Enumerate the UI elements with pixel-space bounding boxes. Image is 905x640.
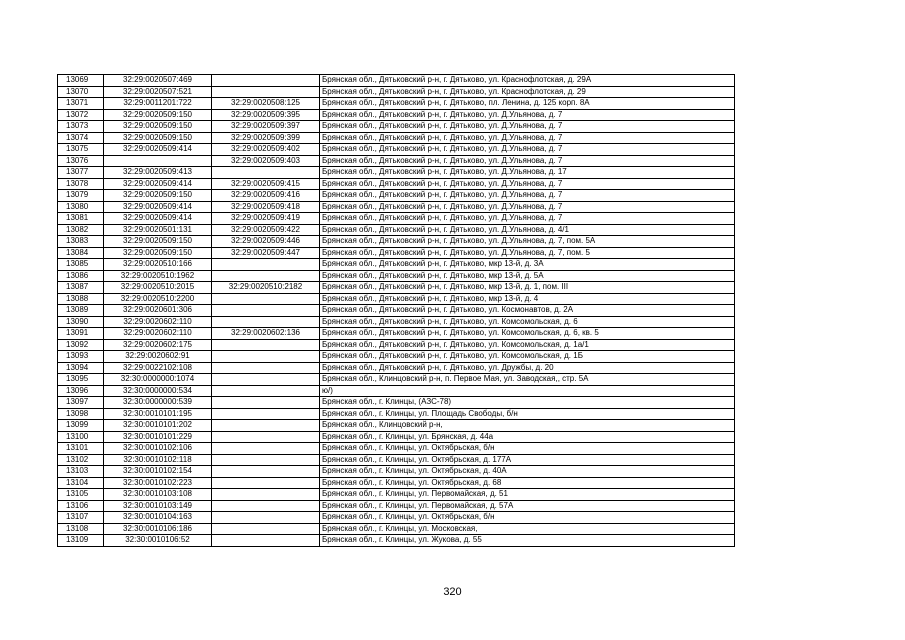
cadastral-number-cell: 32:29:0020509:150 [104, 247, 212, 259]
table-row [58, 213, 735, 225]
row-number-cell: 13100 [58, 431, 104, 443]
row-number-cell: 13102 [58, 454, 104, 466]
address-cell: ю/) [320, 385, 735, 397]
cadastral-number-cell: 32:29:0020509:150 [104, 132, 212, 144]
cadastral-number-cell: 32:29:0020501:131 [104, 224, 212, 236]
cadastral-number-cell: 32:29:0020602:110 [104, 328, 212, 340]
row-number-cell: 13083 [58, 236, 104, 248]
related-cadastral-number-cell [212, 86, 320, 98]
address-cell: Брянская обл., Дятьковский р-н, г. Дятьково, ул. Космонавтов, д. 2А [320, 305, 735, 317]
related-cadastral-number-cell: 32:29:0020509:416 [212, 190, 320, 202]
related-cadastral-number-cell [212, 477, 320, 489]
cadastral-number-cell: 32:29:0020602:91 [104, 351, 212, 363]
row-number-cell: 13071 [58, 98, 104, 110]
row-number-cell: 13088 [58, 293, 104, 305]
cadastral-number-cell: 32:30:0010102:106 [104, 443, 212, 455]
cadastral-number-cell: 32:29:0020602:175 [104, 339, 212, 351]
registry-table-body [58, 75, 735, 547]
related-cadastral-number-cell: 32:29:0020508:125 [212, 98, 320, 110]
related-cadastral-number-cell [212, 431, 320, 443]
table-row [58, 535, 735, 547]
address-cell: Брянская обл., г. Клинцы, (АЗС-78) [320, 397, 735, 409]
table-row [58, 489, 735, 501]
cadastral-number-cell: 32:30:0010101:229 [104, 431, 212, 443]
table-row [58, 132, 735, 144]
address-cell: Брянская обл., Дятьковский р-н, г. Дятьково, ул. Комсомольская, д. 6 [320, 316, 735, 328]
property-registry-table [57, 74, 735, 547]
address-cell: Брянская обл., Дятьковский р-н, г. Дятьково, ул. Д.Ульянова, д. 7, пом. 5 [320, 247, 735, 259]
address-cell: Брянская обл., Дятьковский р-н, г. Дятьково, ул. Д.Ульянова, д. 7 [320, 190, 735, 202]
related-cadastral-number-cell: 32:29:0020509:395 [212, 109, 320, 121]
row-number-cell: 13076 [58, 155, 104, 167]
cadastral-number-cell: 32:29:0020510:1962 [104, 270, 212, 282]
table-row [58, 75, 735, 87]
table-row [58, 293, 735, 305]
row-number-cell: 13085 [58, 259, 104, 271]
address-cell: Брянская обл., Дятьковский р-н, г. Дятьково, мкр 13-й, д. 5А [320, 270, 735, 282]
address-cell: Брянская обл., г. Клинцы, ул. Октябрьская, б/н [320, 512, 735, 524]
related-cadastral-number-cell: 32:29:0020510:2182 [212, 282, 320, 294]
address-cell: Брянская обл., г. Клинцы, ул. Московская, [320, 523, 735, 535]
address-cell: Брянская обл., Дятьковский р-н, г. Дятьково, ул. Д.Ульянова, д. 7 [320, 213, 735, 225]
related-cadastral-number-cell [212, 259, 320, 271]
table-row [58, 121, 735, 133]
address-cell: Брянская обл., Дятьковский р-н, г. Дятьково, мкр 13-й, д. 4 [320, 293, 735, 305]
table-row [58, 385, 735, 397]
address-cell: Брянская обл., Дятьковский р-н, г. Дятьково, ул. Д.Ульянова, д. 7 [320, 178, 735, 190]
row-number-cell: 13099 [58, 420, 104, 432]
cadastral-number-cell: 32:29:0020509:414 [104, 144, 212, 156]
table-row [58, 86, 735, 98]
row-number-cell: 13078 [58, 178, 104, 190]
row-number-cell: 13097 [58, 397, 104, 409]
related-cadastral-number-cell [212, 270, 320, 282]
address-cell: Брянская обл., Дятьковский р-н, г. Дятьково, пл. Ленина, д. 125 корп. 8А [320, 98, 735, 110]
cadastral-number-cell: 32:29:0011201:722 [104, 98, 212, 110]
row-number-cell: 13094 [58, 362, 104, 374]
cadastral-number-cell: 32:30:0010102:154 [104, 466, 212, 478]
related-cadastral-number-cell: 32:29:0020509:419 [212, 213, 320, 225]
related-cadastral-number-cell: 32:29:0020509:415 [212, 178, 320, 190]
address-cell: Брянская обл., Дятьковский р-н, г. Дятьково, ул. Д.Ульянова, д. 7 [320, 144, 735, 156]
cadastral-number-cell: 32:29:0020509:414 [104, 178, 212, 190]
table-row [58, 224, 735, 236]
table-row [58, 431, 735, 443]
row-number-cell: 13087 [58, 282, 104, 294]
table-row [58, 500, 735, 512]
address-cell: Брянская обл., г. Клинцы, ул. Октябрьская, д. 177А [320, 454, 735, 466]
related-cadastral-number-cell [212, 316, 320, 328]
address-cell: Брянская обл., Дятьковский р-н, г. Дятьково, ул. Краснофлотская, д. 29 [320, 86, 735, 98]
table-row [58, 374, 735, 386]
table-row [58, 523, 735, 535]
table-row [58, 98, 735, 110]
page-number: 320 [443, 586, 462, 598]
address-cell: Брянская обл., г. Клинцы, ул. Октябрьская, д. 68 [320, 477, 735, 489]
related-cadastral-number-cell: 32:29:0020509:399 [212, 132, 320, 144]
cadastral-number-cell: 32:30:0010106:186 [104, 523, 212, 535]
related-cadastral-number-cell [212, 454, 320, 466]
cadastral-number-cell: 32:29:0020509:413 [104, 167, 212, 179]
address-cell: Брянская обл., Дятьковский р-н, г. Дятьково, ул. Д.Ульянова, д. 17 [320, 167, 735, 179]
address-cell: Брянская обл., Дятьковский р-н, г. Дятьково, ул. Дружбы, д. 20 [320, 362, 735, 374]
related-cadastral-number-cell [212, 466, 320, 478]
row-number-cell: 13082 [58, 224, 104, 236]
cadastral-number-cell: 32:30:0010101:202 [104, 420, 212, 432]
row-number-cell: 13106 [58, 500, 104, 512]
row-number-cell: 13096 [58, 385, 104, 397]
address-cell: Брянская обл., Дятьковский р-н, г. Дятьково, ул. Д.Ульянова, д. 7 [320, 109, 735, 121]
related-cadastral-number-cell [212, 374, 320, 386]
table-row [58, 178, 735, 190]
row-number-cell: 13070 [58, 86, 104, 98]
address-cell: Брянская обл., Дятьковский р-н, г. Дятьково, ул. Д.Ульянова, д. 7, пом. 5А [320, 236, 735, 248]
address-cell: Брянская обл., Дятьковский р-н, г. Дятьково, ул. Комсомольская, д. 1а/1 [320, 339, 735, 351]
row-number-cell: 13090 [58, 316, 104, 328]
address-cell: Брянская обл., Дятьковский р-н, г. Дятьково, ул. Д.Ульянова, д. 7 [320, 121, 735, 133]
address-cell: Брянская обл., Дятьковский р-н, г. Дятьково, мкр 13-й, д. 1, пом. III [320, 282, 735, 294]
cadastral-number-cell: 32:30:0010101:195 [104, 408, 212, 420]
address-cell: Брянская обл., Клинцовский р-н, [320, 420, 735, 432]
row-number-cell: 13084 [58, 247, 104, 259]
address-cell: Брянская обл., г. Клинцы, ул. Площадь Свободы, б/н [320, 408, 735, 420]
table-row [58, 155, 735, 167]
table-row [58, 454, 735, 466]
table-row [58, 351, 735, 363]
cadastral-number-cell: 32:29:0020509:150 [104, 190, 212, 202]
row-number-cell: 13080 [58, 201, 104, 213]
address-cell: Брянская обл., Дятьковский р-н, г. Дятьково, ул. Д.Ульянова, д. 7 [320, 155, 735, 167]
cadastral-number-cell: 32:29:0020507:521 [104, 86, 212, 98]
related-cadastral-number-cell: 32:29:0020509:447 [212, 247, 320, 259]
cadastral-number-cell: 32:30:0010103:149 [104, 500, 212, 512]
row-number-cell: 13086 [58, 270, 104, 282]
row-number-cell: 13098 [58, 408, 104, 420]
table-row [58, 247, 735, 259]
table-row [58, 466, 735, 478]
row-number-cell: 13077 [58, 167, 104, 179]
related-cadastral-number-cell: 32:29:0020509:418 [212, 201, 320, 213]
table-row [58, 144, 735, 156]
address-cell: Брянская обл., Дятьковский р-н, г. Дятьково, ул. Д.Ульянова, д. 7 [320, 201, 735, 213]
row-number-cell: 13103 [58, 466, 104, 478]
cadastral-number-cell: 32:30:0010102:223 [104, 477, 212, 489]
cadastral-number-cell: 32:30:0010106:52 [104, 535, 212, 547]
address-cell: Брянская обл., г. Клинцы, ул. Октябрьская, д. 40А [320, 466, 735, 478]
related-cadastral-number-cell: 32:29:0020509:422 [212, 224, 320, 236]
related-cadastral-number-cell [212, 293, 320, 305]
row-number-cell: 13104 [58, 477, 104, 489]
cadastral-number-cell: 32:29:0020510:2015 [104, 282, 212, 294]
address-cell: Брянская обл., г. Клинцы, ул. Брянская, д. 44а [320, 431, 735, 443]
related-cadastral-number-cell [212, 167, 320, 179]
address-cell: Брянская обл., г. Клинцы, ул. Первомайская, д. 51 [320, 489, 735, 501]
row-number-cell: 13079 [58, 190, 104, 202]
related-cadastral-number-cell [212, 443, 320, 455]
related-cadastral-number-cell [212, 385, 320, 397]
row-number-cell: 13107 [58, 512, 104, 524]
cadastral-number-cell: 32:29:0020509:150 [104, 236, 212, 248]
related-cadastral-number-cell [212, 408, 320, 420]
row-number-cell: 13072 [58, 109, 104, 121]
address-cell: Брянская обл., Дятьковский р-н, г. Дятьково, ул. Д.Ульянова, д. 7 [320, 132, 735, 144]
table-row [58, 339, 735, 351]
table-row [58, 477, 735, 489]
address-cell: Брянская обл., Дятьковский р-н, г. Дятьково, ул. Комсомольская, д. 6, кв. 5 [320, 328, 735, 340]
address-cell: Брянская обл., г. Клинцы, ул. Жукова, д. 55 [320, 535, 735, 547]
related-cadastral-number-cell [212, 305, 320, 317]
address-cell: Брянская обл., Дятьковский р-н, г. Дятьково, мкр 13-й, д. 3А [320, 259, 735, 271]
cadastral-number-cell: 32:29:0020509:414 [104, 213, 212, 225]
table-row [58, 362, 735, 374]
table-row [58, 316, 735, 328]
related-cadastral-number-cell [212, 535, 320, 547]
address-cell: Брянская обл., Клинцовский р-н, п. Первое Мая, ул. Заводская,, стр. 5А [320, 374, 735, 386]
cadastral-number-cell: 32:29:0020509:150 [104, 109, 212, 121]
table-row [58, 397, 735, 409]
row-number-cell: 13081 [58, 213, 104, 225]
address-cell: Брянская обл., Дятьковский р-н, г. Дятьково, ул. Краснофлотская, д. 29А [320, 75, 735, 87]
address-cell: Брянская обл., г. Клинцы, ул. Октябрьская, б/н [320, 443, 735, 455]
row-number-cell: 13069 [58, 75, 104, 87]
related-cadastral-number-cell: 32:29:0020509:397 [212, 121, 320, 133]
address-cell: Брянская обл., Дятьковский р-н, г. Дятьково, ул. Комсомольская, д. 1Б [320, 351, 735, 363]
cadastral-number-cell: 32:29:0022102:108 [104, 362, 212, 374]
row-number-cell: 13108 [58, 523, 104, 535]
cadastral-number-cell: 32:29:0020602:110 [104, 316, 212, 328]
row-number-cell: 13091 [58, 328, 104, 340]
row-number-cell: 13101 [58, 443, 104, 455]
cadastral-number-cell: 32:30:0010103:108 [104, 489, 212, 501]
cadastral-number-cell: 32:30:0010104:163 [104, 512, 212, 524]
related-cadastral-number-cell [212, 362, 320, 374]
related-cadastral-number-cell [212, 397, 320, 409]
related-cadastral-number-cell: 32:29:0020602:136 [212, 328, 320, 340]
table-row [58, 420, 735, 432]
related-cadastral-number-cell [212, 420, 320, 432]
related-cadastral-number-cell [212, 75, 320, 87]
cadastral-number-cell: 32:30:0000000:539 [104, 397, 212, 409]
table-row [58, 282, 735, 294]
table-row [58, 109, 735, 121]
cadastral-number-cell: 32:29:0020509:150 [104, 121, 212, 133]
table-row [58, 167, 735, 179]
row-number-cell: 13073 [58, 121, 104, 133]
table-row [58, 443, 735, 455]
related-cadastral-number-cell: 32:29:0020509:446 [212, 236, 320, 248]
address-cell: Брянская обл., Дятьковский р-н, г. Дятьково, ул. Д.Ульянова, д. 4/1 [320, 224, 735, 236]
cadastral-number-cell: 32:29:0020510:166 [104, 259, 212, 271]
cadastral-number-cell: 32:30:0000000:534 [104, 385, 212, 397]
table-row [58, 190, 735, 202]
cadastral-number-cell: 32:30:0000000:1074 [104, 374, 212, 386]
related-cadastral-number-cell [212, 523, 320, 535]
related-cadastral-number-cell [212, 500, 320, 512]
related-cadastral-number-cell [212, 489, 320, 501]
related-cadastral-number-cell [212, 351, 320, 363]
table-row [58, 259, 735, 271]
row-number-cell: 13109 [58, 535, 104, 547]
address-cell: Брянская обл., г. Клинцы, ул. Первомайская, д. 57А [320, 500, 735, 512]
cadastral-number-cell: 32:29:0020507:469 [104, 75, 212, 87]
cadastral-number-cell [104, 155, 212, 167]
table-row [58, 512, 735, 524]
related-cadastral-number-cell: 32:29:0020509:403 [212, 155, 320, 167]
table-row [58, 236, 735, 248]
row-number-cell: 13092 [58, 339, 104, 351]
table-row [58, 305, 735, 317]
row-number-cell: 13089 [58, 305, 104, 317]
row-number-cell: 13095 [58, 374, 104, 386]
table-row [58, 270, 735, 282]
row-number-cell: 13093 [58, 351, 104, 363]
cadastral-number-cell: 32:29:0020509:414 [104, 201, 212, 213]
cadastral-number-cell: 32:29:0020601:306 [104, 305, 212, 317]
table-row [58, 201, 735, 213]
row-number-cell: 13074 [58, 132, 104, 144]
related-cadastral-number-cell [212, 339, 320, 351]
cadastral-number-cell: 32:29:0020510:2200 [104, 293, 212, 305]
related-cadastral-number-cell: 32:29:0020509:402 [212, 144, 320, 156]
cadastral-number-cell: 32:30:0010102:118 [104, 454, 212, 466]
table-row [58, 328, 735, 340]
table-row [58, 408, 735, 420]
related-cadastral-number-cell [212, 512, 320, 524]
row-number-cell: 13105 [58, 489, 104, 501]
row-number-cell: 13075 [58, 144, 104, 156]
